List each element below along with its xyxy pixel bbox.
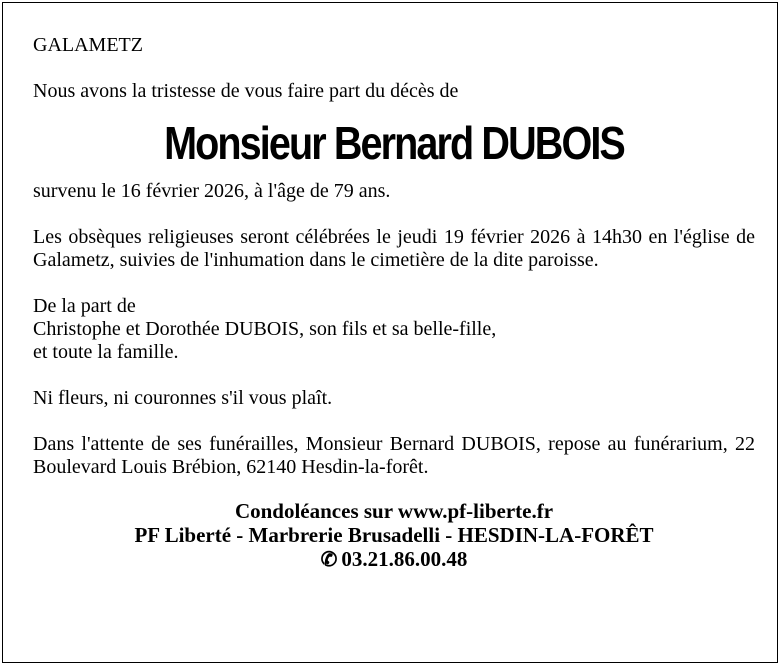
family-names: Christophe et Dorothée DUBOIS, son fils et sa belle-fille, bbox=[33, 318, 497, 340]
family-block bbox=[33, 295, 755, 364]
funeral-details: Les obsèques religieuses seront célébrées le jeudi 19 février 2026 à 14h30 en l'église de Galametz, suivies de l'inhumation dans le cimetière de la dite paroisse. bbox=[33, 226, 755, 271]
death-date-text: survenu le 16 février 2026, à l'âge de 79 ans. bbox=[33, 180, 391, 202]
from-label: De la part de bbox=[33, 295, 136, 317]
flowers-text: Ni fleurs, ni couronnes s'il vous plaît. bbox=[33, 387, 333, 409]
rest-location: Dans l'attente de ses funérailles, Monsieur Bernard DUBOIS, repose au funérarium, 22 Boulevard Louis Brébion, 62140 Hesdin-la-forêt. bbox=[33, 433, 755, 478]
deceased-name: Monsieur Bernard DUBOIS bbox=[164, 117, 624, 169]
family-rest: et toute la famille. bbox=[33, 341, 179, 363]
phone-line bbox=[33, 547, 755, 572]
funeral-home-footer bbox=[33, 499, 755, 572]
town-name: GALAMETZ bbox=[33, 34, 143, 56]
phone-icon: ✆ bbox=[320, 549, 338, 571]
obituary-notice bbox=[2, 2, 778, 663]
company-line: PF Liberté - Marbrerie Brusadelli - HESDIN-LA-FORÊT bbox=[134, 523, 654, 547]
phone-number: 03.21.86.00.48 bbox=[341, 547, 468, 571]
intro-text: Nous avons la tristesse de vous faire part du décès de bbox=[33, 80, 459, 102]
notice-content bbox=[33, 34, 755, 572]
condolences-line: Condoléances sur www.pf-liberte.fr bbox=[234, 499, 554, 523]
